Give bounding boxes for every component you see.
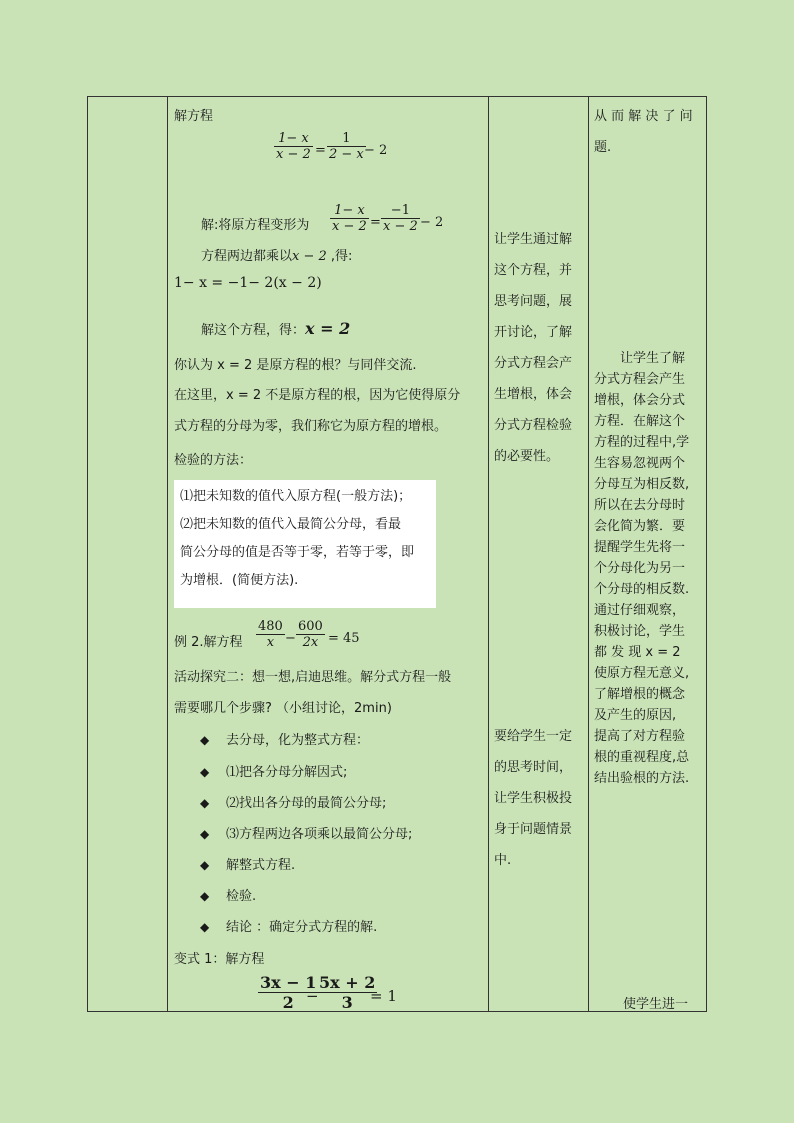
denominator: 3 — [341, 993, 353, 1012]
section-heading: 解方程 — [174, 109, 214, 124]
note-line: 积极讨论，学生 — [594, 624, 686, 639]
check-method-line: 简公分母的值是否等于零，若等于零，即 — [180, 545, 415, 560]
note-line: 提高了对方程验 — [594, 729, 686, 744]
numerator: −1 — [390, 203, 410, 218]
denominator: x − 2 — [383, 219, 418, 234]
denominator: x — [266, 635, 275, 650]
diamond-bullet-icon: ◆ — [200, 765, 210, 779]
column-divider — [588, 97, 589, 1011]
note-line: 了解增根的概念 — [594, 687, 686, 702]
note-line: 都 发 现 x = 2 — [594, 645, 681, 660]
note-line: 方程．在解这个 — [594, 414, 686, 429]
diamond-bullet-icon: ◆ — [200, 889, 210, 903]
denominator: 2 — [282, 993, 294, 1012]
note-line: 从 而 解 决 了 问 — [594, 109, 693, 124]
equation-3: 1− x = −1− 2(x − 2) — [174, 275, 322, 291]
step-2-suffix: ,得: — [326, 249, 353, 264]
note-line: 生增根，体会 — [494, 387, 573, 402]
note-line: 及产生的原因, — [594, 708, 677, 723]
bullet-text: ⑴把各分母分解因式; — [226, 765, 348, 780]
equation-2-right-fraction — [381, 203, 420, 234]
equation-2-left-fraction — [330, 203, 369, 234]
diamond-bullet-icon: ◆ — [200, 796, 210, 810]
step-bullet — [200, 854, 295, 873]
numerator: 3x − 1 — [260, 973, 317, 992]
note-line: 提醒学生先将一 — [594, 540, 686, 555]
minus-sign: − — [306, 987, 319, 1005]
step-bullet — [200, 761, 347, 780]
numerator: 1− x — [278, 131, 309, 146]
column-divider — [488, 97, 489, 1011]
note-line: 个分母化为另一 — [594, 561, 686, 576]
numerator: 480 — [258, 619, 283, 634]
note-line: 个分母的相反数. — [594, 582, 690, 597]
bullet-text: 结论 ：确定分式方程的解. — [226, 920, 378, 935]
check-method-line: 为增根．(简便方法). — [180, 573, 299, 588]
note-line: 方程的过程中,学 — [594, 435, 690, 450]
step-bullet — [200, 916, 377, 935]
equals-sign: = — [370, 215, 381, 230]
solution-step-3 — [201, 319, 350, 338]
note-line: 身于问题情景 — [494, 822, 573, 837]
equation-1-left-fraction — [274, 131, 313, 162]
note-line: 分式方程检验 — [494, 418, 573, 433]
note-line: 通过仔细观察， — [594, 603, 686, 618]
step-3-result: x = 2 — [305, 319, 351, 338]
equation-5-tail: = 1 — [370, 987, 397, 1005]
equation-1-tail: − 2 — [364, 143, 388, 158]
note-line: 增根，体会分式 — [594, 393, 686, 408]
denominator: x − 2 — [332, 219, 367, 234]
column-divider — [167, 97, 168, 1011]
example-2-label: 例 2.解方程 — [174, 635, 243, 650]
activity-line-2: 需要哪几个步骤? （小组讨论，2min) — [174, 701, 392, 716]
note-line: 所以在去分母时 — [594, 498, 686, 513]
equation-2-tail: − 2 — [420, 215, 444, 230]
note-line: 生容易忽视两个 — [594, 456, 686, 471]
bullet-text: 去分母，化为整式方程： — [226, 733, 370, 748]
equation-4-right-fraction — [296, 619, 325, 650]
note-line: 分式方程会产 — [494, 356, 573, 371]
equation-4-left-fraction — [256, 619, 285, 650]
equals-sign: = — [315, 143, 326, 158]
diamond-bullet-icon: ◆ — [200, 827, 210, 841]
denominator: 2x — [302, 635, 319, 650]
solution-step-1: 解:将原方程变形为 — [201, 218, 310, 233]
step-bullet — [200, 823, 412, 842]
note-line: 结出验根的方法. — [594, 771, 690, 786]
teaching-note-1 — [494, 224, 586, 472]
step-bullet — [200, 729, 369, 748]
note-line: 思考问题，展 — [494, 294, 573, 309]
numerator: 1 — [342, 131, 351, 146]
note-line: 根的重视程度,总 — [594, 750, 690, 765]
bullet-text: 检验. — [226, 889, 257, 904]
minus-sign: − — [285, 631, 296, 646]
question-text: 你认为 x = 2 是原方程的根？与同伴交流. — [174, 358, 417, 373]
denominator: x − 2 — [276, 147, 311, 162]
note-line: 开讨论，了解 — [494, 325, 573, 340]
check-method-line: ⑵把未知数的值代入最简公分母，看最 — [180, 517, 402, 532]
design-note-main — [594, 348, 702, 789]
note-line: 使原方程无意义, — [594, 666, 690, 681]
note-line: 题. — [594, 140, 612, 155]
teaching-note-2 — [494, 721, 586, 876]
numerator: 600 — [298, 619, 323, 634]
note-line: 分式方程会产生 — [594, 372, 686, 387]
diamond-bullet-icon: ◆ — [200, 920, 210, 934]
denominator: 2 − x — [329, 147, 364, 162]
lesson-table — [87, 96, 707, 1012]
step-bullet — [200, 885, 256, 904]
step-2-expression: x − 2 — [292, 249, 327, 264]
answer-line-2: 式方程的分母为零，我们称它为原方程的增根。 — [174, 419, 448, 434]
note-line: 的思考时间， — [494, 760, 573, 775]
numerator: 1− x — [334, 203, 365, 218]
bullet-text: ⑶方程两边各项乘以最简公分母; — [226, 827, 413, 842]
check-method-title: 检验的方法： — [174, 453, 253, 468]
bullet-text: ⑵找出各分母的最简公分母; — [226, 796, 387, 811]
design-note-top — [594, 101, 702, 163]
check-method-line: ⑴把未知数的值代入原方程(一般方法)； — [180, 489, 412, 504]
diamond-bullet-icon: ◆ — [200, 858, 210, 872]
activity-line-1: 活动探究二：想一想,启迪思维。解分式方程一般 — [174, 670, 452, 685]
note-line: 会化简为繁．要 — [594, 519, 686, 534]
design-note-bottom: 使学生进一 — [623, 997, 689, 1012]
note-line: 让学生积极投 — [494, 791, 573, 806]
diamond-bullet-icon: ◆ — [200, 733, 210, 747]
equation-4-tail: = 45 — [328, 631, 360, 646]
check-method-box — [174, 480, 436, 608]
note-line: 让学生通过解 — [494, 232, 573, 247]
step-3-text: 解这个方程，得： — [201, 323, 306, 338]
note-line: 这个方程，并 — [494, 263, 573, 278]
equation-1-right-fraction — [327, 131, 366, 162]
note-line: 分母互为相反数, — [594, 477, 690, 492]
variant-label: 变式 1：解方程 — [174, 952, 265, 967]
solution-step-2 — [201, 245, 352, 264]
answer-line-1: 在这里，x = 2 不是原方程的根，因为它使得原分 — [174, 388, 461, 403]
numerator: 5x + 2 — [319, 973, 376, 992]
note-line: 的必要性。 — [494, 449, 560, 464]
bullet-text: 解整式方程. — [226, 858, 296, 873]
note-line: 让学生了解 — [620, 351, 686, 366]
equation-5-right-fraction — [317, 973, 377, 1012]
step-2-text: 方程两边都乘以 — [201, 249, 293, 264]
note-line: 中. — [494, 853, 512, 868]
step-bullet — [200, 792, 386, 811]
note-line: 要给学生一定 — [494, 729, 573, 744]
